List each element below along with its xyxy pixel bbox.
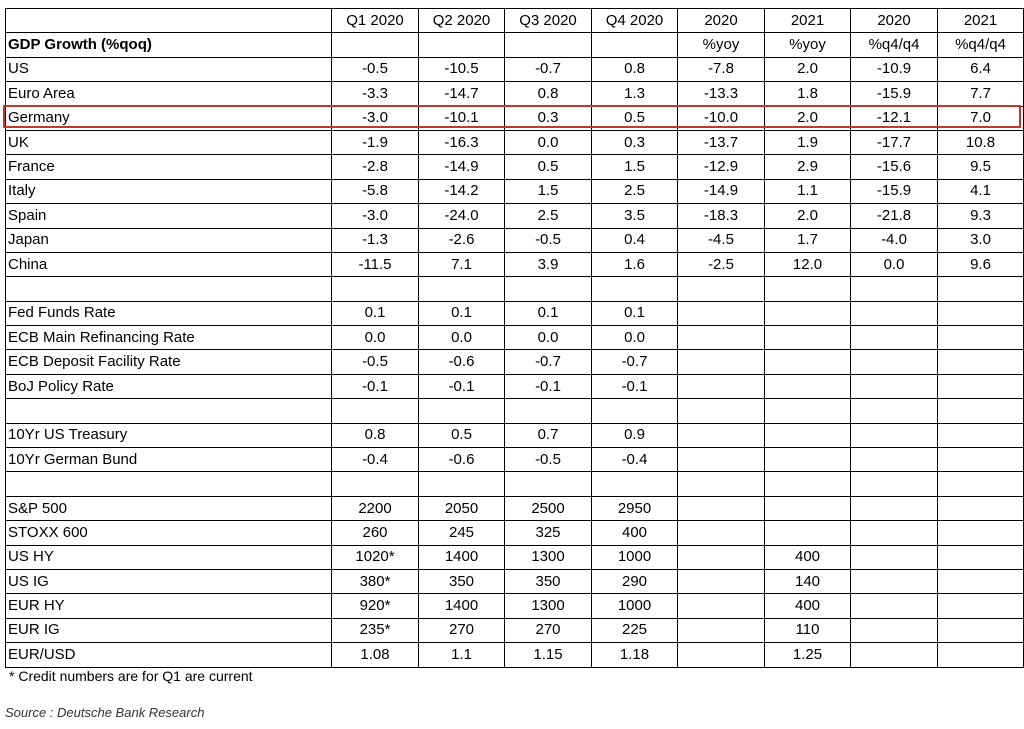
row-label: Japan bbox=[6, 228, 332, 252]
table-cell bbox=[678, 594, 765, 618]
table-cell: 0.5 bbox=[505, 155, 592, 179]
table-cell: 1.5 bbox=[505, 179, 592, 203]
table-cell: 2.9 bbox=[765, 155, 851, 179]
forecast-table bbox=[5, 8, 1024, 668]
table-cell: -12.9 bbox=[678, 155, 765, 179]
table-cell bbox=[678, 350, 765, 374]
table-cell: -10.1 bbox=[419, 106, 505, 130]
table-row bbox=[6, 326, 1024, 350]
table-cell: 3.5 bbox=[592, 204, 678, 228]
table-cell bbox=[938, 569, 1024, 593]
table-cell: 0.0 bbox=[505, 130, 592, 154]
table-cell: 9.3 bbox=[938, 204, 1024, 228]
row-label bbox=[6, 472, 332, 496]
table-cell: 400 bbox=[765, 594, 851, 618]
table-cell bbox=[332, 472, 419, 496]
table-cell: 0.1 bbox=[505, 301, 592, 325]
table-cell: 270 bbox=[505, 618, 592, 642]
table-cell bbox=[765, 350, 851, 374]
table-cell: -18.3 bbox=[678, 204, 765, 228]
table-row bbox=[6, 350, 1024, 374]
table-cell: -0.1 bbox=[419, 374, 505, 398]
table-cell: -0.5 bbox=[332, 57, 419, 81]
table-row bbox=[6, 545, 1024, 569]
row-label: BoJ Policy Rate bbox=[6, 374, 332, 398]
table-cell bbox=[938, 301, 1024, 325]
column-header: 2021 bbox=[765, 9, 851, 33]
table-cell bbox=[765, 277, 851, 301]
table-cell bbox=[765, 496, 851, 520]
table-cell: 0.5 bbox=[419, 423, 505, 447]
table-cell: 2500 bbox=[505, 496, 592, 520]
table-cell bbox=[419, 33, 505, 57]
table-body bbox=[6, 33, 1024, 667]
table-cell bbox=[505, 472, 592, 496]
table-cell bbox=[592, 33, 678, 57]
table-cell: 0.8 bbox=[332, 423, 419, 447]
table-cell bbox=[851, 618, 938, 642]
table-cell: 140 bbox=[765, 569, 851, 593]
table-row bbox=[6, 277, 1024, 301]
row-label bbox=[6, 277, 332, 301]
column-header: 2020 bbox=[678, 9, 765, 33]
table-cell bbox=[332, 399, 419, 423]
table-cell: -0.5 bbox=[505, 228, 592, 252]
table-cell: -3.0 bbox=[332, 204, 419, 228]
table-cell: -3.0 bbox=[332, 106, 419, 130]
table-cell bbox=[938, 326, 1024, 350]
table-cell: -14.9 bbox=[419, 155, 505, 179]
table-header bbox=[6, 9, 1024, 33]
table-cell: 1020* bbox=[332, 545, 419, 569]
table-cell bbox=[678, 301, 765, 325]
table-cell: 290 bbox=[592, 569, 678, 593]
table-cell bbox=[765, 423, 851, 447]
table-cell bbox=[938, 618, 1024, 642]
table-cell bbox=[938, 423, 1024, 447]
table-cell bbox=[938, 277, 1024, 301]
table-cell bbox=[851, 399, 938, 423]
table-cell bbox=[678, 496, 765, 520]
table-cell bbox=[678, 545, 765, 569]
table-cell: 400 bbox=[592, 521, 678, 545]
row-label: US IG bbox=[6, 569, 332, 593]
table-cell: 0.8 bbox=[592, 57, 678, 81]
table-cell: 400 bbox=[765, 545, 851, 569]
table-cell bbox=[938, 643, 1024, 667]
table-cell bbox=[851, 594, 938, 618]
table-cell bbox=[678, 326, 765, 350]
table-cell bbox=[938, 448, 1024, 472]
table-cell: -15.9 bbox=[851, 82, 938, 106]
table-row bbox=[6, 569, 1024, 593]
table-cell bbox=[765, 399, 851, 423]
table-cell: 0.3 bbox=[592, 130, 678, 154]
table-row bbox=[6, 374, 1024, 398]
table-cell bbox=[678, 643, 765, 667]
footnote: * Credit numbers are for Q1 are current bbox=[9, 668, 253, 684]
table-cell: 2.0 bbox=[765, 106, 851, 130]
table-cell: 1.8 bbox=[765, 82, 851, 106]
table-cell: 2.0 bbox=[765, 57, 851, 81]
table-cell: 920* bbox=[332, 594, 419, 618]
table-cell: -11.5 bbox=[332, 252, 419, 276]
table-cell bbox=[765, 521, 851, 545]
table-cell bbox=[678, 277, 765, 301]
table-cell bbox=[851, 545, 938, 569]
table-cell: 2950 bbox=[592, 496, 678, 520]
table-row bbox=[6, 643, 1024, 667]
table-cell bbox=[332, 277, 419, 301]
table-cell: %yoy bbox=[678, 33, 765, 57]
table-cell: -15.6 bbox=[851, 155, 938, 179]
table-cell: -0.1 bbox=[505, 374, 592, 398]
row-label: Spain bbox=[6, 204, 332, 228]
table-cell: -0.6 bbox=[419, 350, 505, 374]
table-cell: 1.15 bbox=[505, 643, 592, 667]
table-cell bbox=[678, 569, 765, 593]
table-cell bbox=[678, 448, 765, 472]
table-row bbox=[6, 179, 1024, 203]
column-header: Q3 2020 bbox=[505, 9, 592, 33]
table-cell bbox=[678, 374, 765, 398]
table-cell bbox=[938, 545, 1024, 569]
row-label: 10Yr US Treasury bbox=[6, 423, 332, 447]
table-cell bbox=[505, 277, 592, 301]
row-label: EUR HY bbox=[6, 594, 332, 618]
row-label: ECB Main Refinancing Rate bbox=[6, 326, 332, 350]
table-cell: -3.3 bbox=[332, 82, 419, 106]
table-cell bbox=[505, 399, 592, 423]
table-cell: 0.1 bbox=[332, 301, 419, 325]
table-cell: 2200 bbox=[332, 496, 419, 520]
table-row bbox=[6, 155, 1024, 179]
table-cell bbox=[851, 448, 938, 472]
table-cell: 0.0 bbox=[592, 326, 678, 350]
table-cell: 1300 bbox=[505, 545, 592, 569]
table-cell: -16.3 bbox=[419, 130, 505, 154]
table-cell bbox=[851, 374, 938, 398]
table-cell bbox=[419, 399, 505, 423]
row-label: US bbox=[6, 57, 332, 81]
table-cell: 1.3 bbox=[592, 82, 678, 106]
row-label: 10Yr German Bund bbox=[6, 448, 332, 472]
table-cell bbox=[851, 472, 938, 496]
table-row bbox=[6, 301, 1024, 325]
table-cell bbox=[938, 594, 1024, 618]
row-label: EUR IG bbox=[6, 618, 332, 642]
table-cell: -0.4 bbox=[332, 448, 419, 472]
table-cell: -5.8 bbox=[332, 179, 419, 203]
table-cell bbox=[851, 521, 938, 545]
table-cell: 7.1 bbox=[419, 252, 505, 276]
table-row bbox=[6, 130, 1024, 154]
table-row bbox=[6, 33, 1024, 57]
table-cell: -10.9 bbox=[851, 57, 938, 81]
table-row bbox=[6, 423, 1024, 447]
table-cell: -2.5 bbox=[678, 252, 765, 276]
table-cell bbox=[678, 521, 765, 545]
row-label: STOXX 600 bbox=[6, 521, 332, 545]
table-cell: 1.9 bbox=[765, 130, 851, 154]
table-cell bbox=[851, 301, 938, 325]
row-label: Germany bbox=[6, 106, 332, 130]
table-cell: 1.7 bbox=[765, 228, 851, 252]
table-cell: -0.5 bbox=[505, 448, 592, 472]
table-cell: -0.7 bbox=[505, 350, 592, 374]
table-cell: -0.1 bbox=[332, 374, 419, 398]
table-cell bbox=[851, 350, 938, 374]
table-cell: 6.4 bbox=[938, 57, 1024, 81]
table-row bbox=[6, 594, 1024, 618]
table-cell: 1.18 bbox=[592, 643, 678, 667]
table-cell: 3.9 bbox=[505, 252, 592, 276]
table-cell bbox=[765, 448, 851, 472]
table-cell bbox=[419, 277, 505, 301]
row-label: France bbox=[6, 155, 332, 179]
table-row bbox=[6, 448, 1024, 472]
table-cell: 1300 bbox=[505, 594, 592, 618]
table-cell: 4.1 bbox=[938, 179, 1024, 203]
table-cell: 2050 bbox=[419, 496, 505, 520]
table-cell: -14.7 bbox=[419, 82, 505, 106]
table-cell: 0.4 bbox=[592, 228, 678, 252]
table-cell: 110 bbox=[765, 618, 851, 642]
table-cell: -17.7 bbox=[851, 130, 938, 154]
table-cell: -14.9 bbox=[678, 179, 765, 203]
table-cell: %yoy bbox=[765, 33, 851, 57]
table-cell: -1.9 bbox=[332, 130, 419, 154]
table-cell: 260 bbox=[332, 521, 419, 545]
table-cell: 225 bbox=[592, 618, 678, 642]
table-cell: 0.5 bbox=[592, 106, 678, 130]
row-label: Italy bbox=[6, 179, 332, 203]
header-cell-blank bbox=[6, 9, 332, 33]
table-cell: -0.5 bbox=[332, 350, 419, 374]
table-cell bbox=[938, 374, 1024, 398]
table-cell bbox=[678, 423, 765, 447]
table-cell bbox=[938, 472, 1024, 496]
table-cell bbox=[419, 472, 505, 496]
table-cell bbox=[592, 277, 678, 301]
column-header: 2021 bbox=[938, 9, 1024, 33]
table-row bbox=[6, 228, 1024, 252]
table-cell: -0.4 bbox=[592, 448, 678, 472]
table-cell bbox=[678, 472, 765, 496]
table-cell bbox=[851, 277, 938, 301]
row-label: Euro Area bbox=[6, 82, 332, 106]
row-label: ECB Deposit Facility Rate bbox=[6, 350, 332, 374]
table-cell: 0.0 bbox=[851, 252, 938, 276]
row-label: Fed Funds Rate bbox=[6, 301, 332, 325]
table-cell bbox=[765, 374, 851, 398]
table-cell: 0.7 bbox=[505, 423, 592, 447]
row-label bbox=[6, 399, 332, 423]
table-cell: 270 bbox=[419, 618, 505, 642]
table-cell: -24.0 bbox=[419, 204, 505, 228]
table-cell: 7.0 bbox=[938, 106, 1024, 130]
table-cell bbox=[851, 423, 938, 447]
header-row bbox=[6, 9, 1024, 33]
table-cell: -0.7 bbox=[592, 350, 678, 374]
table-row bbox=[6, 472, 1024, 496]
table-cell: 1.08 bbox=[332, 643, 419, 667]
column-header: Q4 2020 bbox=[592, 9, 678, 33]
table-cell bbox=[592, 399, 678, 423]
table-cell: 9.5 bbox=[938, 155, 1024, 179]
table-cell: 0.0 bbox=[505, 326, 592, 350]
table-cell bbox=[938, 399, 1024, 423]
table-cell: 0.3 bbox=[505, 106, 592, 130]
table-cell: -1.3 bbox=[332, 228, 419, 252]
table-cell bbox=[851, 569, 938, 593]
table-cell: -7.8 bbox=[678, 57, 765, 81]
table-cell: 1400 bbox=[419, 545, 505, 569]
table-cell bbox=[765, 301, 851, 325]
table-cell bbox=[592, 472, 678, 496]
table-cell: 9.6 bbox=[938, 252, 1024, 276]
table-cell bbox=[851, 326, 938, 350]
table-row bbox=[6, 57, 1024, 81]
table-cell bbox=[678, 618, 765, 642]
table-cell bbox=[505, 33, 592, 57]
table-row bbox=[6, 252, 1024, 276]
table-cell: -10.5 bbox=[419, 57, 505, 81]
table-cell: -14.2 bbox=[419, 179, 505, 203]
row-label: EUR/USD bbox=[6, 643, 332, 667]
row-label: China bbox=[6, 252, 332, 276]
row-label: S&P 500 bbox=[6, 496, 332, 520]
table-row bbox=[6, 82, 1024, 106]
table-cell: -2.6 bbox=[419, 228, 505, 252]
table-cell: %q4/q4 bbox=[938, 33, 1024, 57]
table-cell: -0.1 bbox=[592, 374, 678, 398]
column-header: 2020 bbox=[851, 9, 938, 33]
table-row bbox=[6, 496, 1024, 520]
table-cell bbox=[938, 521, 1024, 545]
table-cell: -21.8 bbox=[851, 204, 938, 228]
table-cell: -0.6 bbox=[419, 448, 505, 472]
table-cell: -12.1 bbox=[851, 106, 938, 130]
table-cell: 245 bbox=[419, 521, 505, 545]
table-cell bbox=[765, 472, 851, 496]
table-cell: -15.9 bbox=[851, 179, 938, 203]
table-cell: 7.7 bbox=[938, 82, 1024, 106]
table-cell: 0.0 bbox=[332, 326, 419, 350]
row-label: US HY bbox=[6, 545, 332, 569]
table-row-highlighted bbox=[6, 106, 1024, 130]
table-cell: 1000 bbox=[592, 545, 678, 569]
column-header: Q2 2020 bbox=[419, 9, 505, 33]
table-cell: 0.1 bbox=[419, 301, 505, 325]
table-cell: 2.5 bbox=[505, 204, 592, 228]
table-cell bbox=[851, 643, 938, 667]
table-cell: 1.1 bbox=[419, 643, 505, 667]
table-cell: 1.25 bbox=[765, 643, 851, 667]
table-cell: 10.8 bbox=[938, 130, 1024, 154]
table-cell bbox=[938, 496, 1024, 520]
table-cell bbox=[678, 399, 765, 423]
table-row bbox=[6, 399, 1024, 423]
table-cell: 1000 bbox=[592, 594, 678, 618]
table-cell: 12.0 bbox=[765, 252, 851, 276]
table-cell: 380* bbox=[332, 569, 419, 593]
table-cell: 350 bbox=[505, 569, 592, 593]
table-cell: 1400 bbox=[419, 594, 505, 618]
table-cell bbox=[332, 33, 419, 57]
table-cell: 0.8 bbox=[505, 82, 592, 106]
table-cell: 2.0 bbox=[765, 204, 851, 228]
table-cell: -0.7 bbox=[505, 57, 592, 81]
table-cell: 3.0 bbox=[938, 228, 1024, 252]
table-cell: -2.8 bbox=[332, 155, 419, 179]
table-cell: 350 bbox=[419, 569, 505, 593]
table-cell: 0.1 bbox=[592, 301, 678, 325]
column-header: Q1 2020 bbox=[332, 9, 419, 33]
table-cell: -4.0 bbox=[851, 228, 938, 252]
table-cell: 2.5 bbox=[592, 179, 678, 203]
table-row bbox=[6, 618, 1024, 642]
row-label: UK bbox=[6, 130, 332, 154]
row-label: GDP Growth (%qoq) bbox=[6, 33, 332, 57]
table-cell bbox=[938, 350, 1024, 374]
table-cell: -4.5 bbox=[678, 228, 765, 252]
source-note: Source : Deutsche Bank Research bbox=[5, 705, 205, 720]
table-cell: -13.3 bbox=[678, 82, 765, 106]
table-cell: 0.9 bbox=[592, 423, 678, 447]
table-cell bbox=[765, 326, 851, 350]
table-row bbox=[6, 204, 1024, 228]
table-cell: -10.0 bbox=[678, 106, 765, 130]
table-row bbox=[6, 521, 1024, 545]
table-cell: 1.5 bbox=[592, 155, 678, 179]
table-cell: %q4/q4 bbox=[851, 33, 938, 57]
table-cell bbox=[851, 496, 938, 520]
table-cell: 1.1 bbox=[765, 179, 851, 203]
table-cell: 235* bbox=[332, 618, 419, 642]
table-cell: -13.7 bbox=[678, 130, 765, 154]
table-cell: 0.0 bbox=[419, 326, 505, 350]
table-cell: 1.6 bbox=[592, 252, 678, 276]
table-cell: 325 bbox=[505, 521, 592, 545]
